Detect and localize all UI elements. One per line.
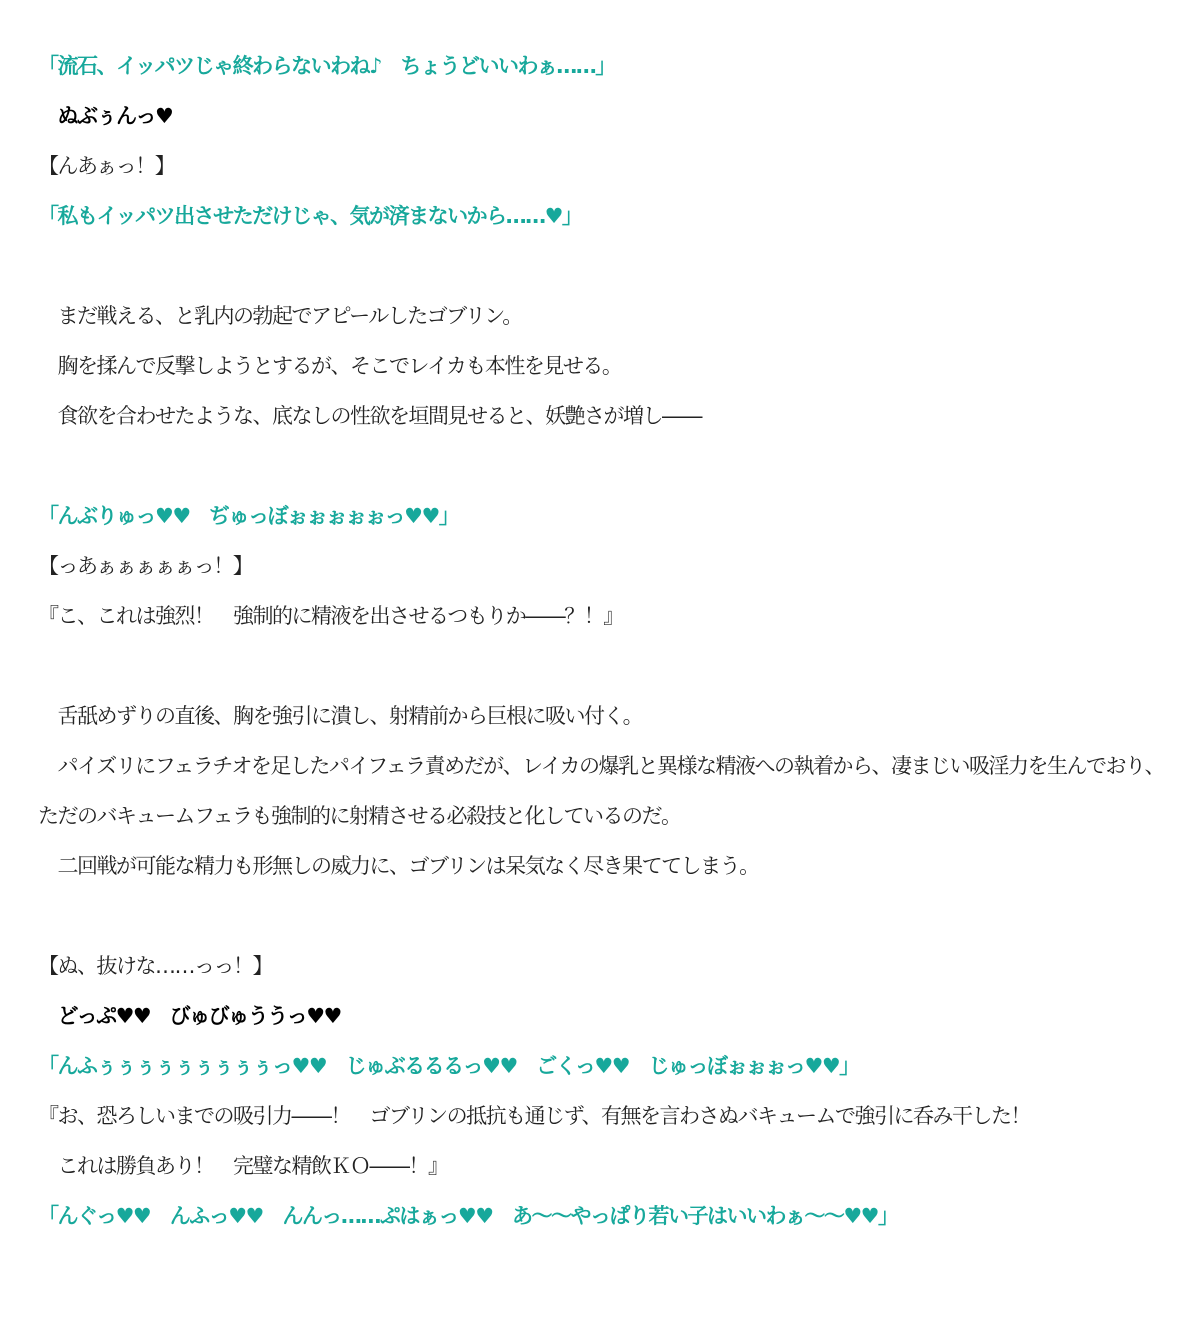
narration-line: 【っあぁぁぁぁぁっ！】 <box>38 554 253 578</box>
blank-line <box>38 441 1148 491</box>
narration-line: 【ぬ、抜けな……っっ！】 <box>38 954 272 978</box>
dialogue-line: 「んぶりゅっ♥♥ ぢゅっぼぉぉぉぉぉっ♥♥」 <box>38 504 459 528</box>
dialogue-line: 「んふぅぅぅぅぅぅぅぅぅっ♥♥ じゅぶるるるっ♥♥ ごくっ♥♥ じゅっぼぉぉぉっ♥♥」 <box>38 1054 859 1078</box>
dialogue-line: 「流石、イッパツじゃ終わらないわね♪ ちょうどいいわぁ……」 <box>38 54 615 78</box>
narration-line: 食欲を合わせたような、底なしの性欲を垣間見せると、妖艶さが増し―― <box>38 404 701 428</box>
sound-effect-line: ぬぶぅんっ♥ <box>38 104 173 128</box>
blank-line <box>38 641 1148 691</box>
blank-line <box>38 241 1148 291</box>
dialogue-line: 「私もイッパツ出させただけじゃ、気が済まないから……♥」 <box>38 204 582 228</box>
narration-line: 舌舐めずりの直後、胸を強引に潰し、射精前から巨根に吸い付く。 <box>38 704 643 728</box>
narration-line: 胸を揉んで反撃しようとするが、そこでレイカも本性を見せる。 <box>38 354 622 378</box>
dialogue-line: 「んぐっ♥♥ んふっ♥♥ んんっ……ぷはぁっ♥♥ あ～～やっぱり若い子はいいわぁ～～♥♥」 <box>38 1204 898 1228</box>
narration-line: 【んあぁっ！】 <box>38 154 175 178</box>
document-body <box>38 41 1164 1241</box>
narration-line: 『こ、これは強烈！ 強制的に精液を出させるつもりか――？！』 <box>38 604 623 628</box>
narration-line: これは勝負あり！ 完璧な精飲ＫＯ――！』 <box>38 1154 448 1178</box>
narration-line: まだ戦える、と乳内の勃起でアピールしたゴブリン。 <box>38 304 522 328</box>
narration-line: 『お、恐ろしいまでの吸引力――！ ゴブリンの抵抗も通じず、有無を言わさぬバキュームで強引に呑み干した！ <box>38 1104 1030 1128</box>
sound-effect-line: どっぷ♥♥ びゅびゅううっ♥♥ <box>38 1004 341 1028</box>
narration-line: パイズリにフェラチオを足したパイフェラ責めだが、レイカの爆乳と異様な精液への執着から、凄まじい吸淫力を生んでおり、 <box>38 754 1164 778</box>
blank-line <box>38 891 1148 941</box>
narration-line: ただのバキュームフェラも強制的に射精させる必殺技と化しているのだ。 <box>38 804 681 828</box>
narration-line: 二回戦が可能な精力も形無しの威力に、ゴブリンは呆気なく尽き果ててしまう。 <box>38 854 759 878</box>
